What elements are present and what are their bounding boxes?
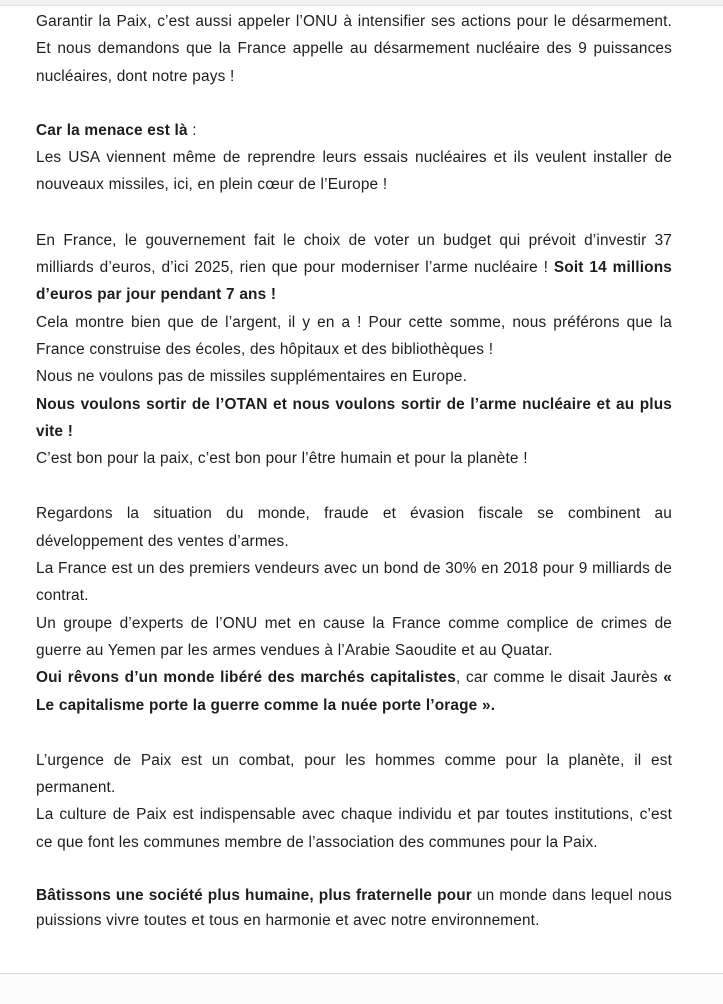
text-run: Un groupe d’experts de l’ONU met en cause la France comme complice de crimes de guerre au Yemen par les armes vendues à l’Arabie Saoudite et au Quatar. <box>36 614 672 659</box>
paragraph-block <box>36 801 672 856</box>
paragraph-block <box>36 500 672 555</box>
paragraph-spacer <box>36 856 672 884</box>
paragraph-block <box>36 555 672 610</box>
paragraph-block <box>36 445 672 472</box>
text-run: L’urgence de Paix est un combat, pour les hommes comme pour la planète, il est permanent. <box>36 751 672 797</box>
bold-text-run: « Le capitalisme porte la guerre comme la nuée porte l’orage ». <box>36 669 672 714</box>
text-run: : <box>187 121 197 139</box>
text-run: C’est bon pour la paix, c’est bon pour l’être humain et pour la planète ! <box>36 450 528 468</box>
bold-text-run: Nous voulons sortir de l’OTAN et nous voulons sortir de l’arme nucléaire et au plus vite ! <box>36 395 672 440</box>
bold-text-run: Oui rêvons d’un monde libéré des marchés capitalistes <box>36 669 456 687</box>
text-run: Nous ne voulons pas de missiles supplémentaires en Europe. <box>36 368 468 386</box>
text-run: Regardons la situation du monde, fraude et évasion fiscale se combinent au développement des ventes d’armes. <box>36 505 672 550</box>
document-text-body <box>36 8 672 933</box>
bold-text-run: Bâtissons une société plus humaine, plus fraternelle pour <box>36 887 472 905</box>
paragraph-block <box>36 227 672 309</box>
paragraph-block <box>36 391 672 446</box>
paragraph-spacer <box>36 199 672 227</box>
text-run: , car comme le disait Jaurès <box>455 669 664 687</box>
text-run: La culture de Paix est indispensable avec chaque individu et par toutes institutions, c’est ce que font les communes membre de l’association des communes pour la Paix. <box>36 806 672 851</box>
text-run: Garantir la Paix, c’est aussi appeler l’ONU à intensifier ses actions pour le désarmement. Et nous demandons que la France appelle au désarmement nucléaire des 9 puissances nucléaires, dont notre pays ! <box>36 13 672 85</box>
bold-text-run: Car la menace est là <box>36 121 188 139</box>
paragraph-spacer <box>36 472 672 500</box>
paragraph-spacer <box>36 719 672 747</box>
paragraph-block <box>36 117 672 144</box>
paragraph-block <box>36 664 672 719</box>
page-bottom-edge-band <box>0 973 723 1004</box>
paragraph-spacer <box>36 90 672 117</box>
paragraph-block <box>36 8 672 90</box>
paragraph-block <box>36 884 672 933</box>
paragraph-block <box>36 363 672 390</box>
paragraph-block <box>36 144 672 199</box>
text-run: un monde dans lequel nous puissions vivre toutes et tous en harmonie et avec notre environnement. <box>36 887 672 929</box>
page-top-edge-band <box>0 0 723 6</box>
text-run: Cela montre bien que de l’argent, il y en a ! Pour cette somme, nous préférons que la France construise des écoles, des hôpitaux et des bibliothèques ! <box>36 313 672 358</box>
text-run: En France, le gouvernement fait le choix de voter un budget qui prévoit d’investir 37 milliards d’euros, d’ici 2025, rien que pour moderniser l’arme nucléaire ! <box>36 231 672 277</box>
paragraph-block <box>36 309 672 364</box>
text-run: La France est un des premiers vendeurs avec un bond de 30% en 2018 pour 9 milliards de contrat. <box>36 560 672 605</box>
text-run: Les USA viennent même de reprendre leurs essais nucléaires et ils veulent installer de nouveaux missiles, ici, en plein cœur de l’Europe ! <box>36 149 672 194</box>
bold-text-run: Soit 14 millions d’euros par jour pendant 7 ans ! <box>36 259 672 304</box>
paragraph-block <box>36 610 672 665</box>
paragraph-block <box>36 747 672 802</box>
